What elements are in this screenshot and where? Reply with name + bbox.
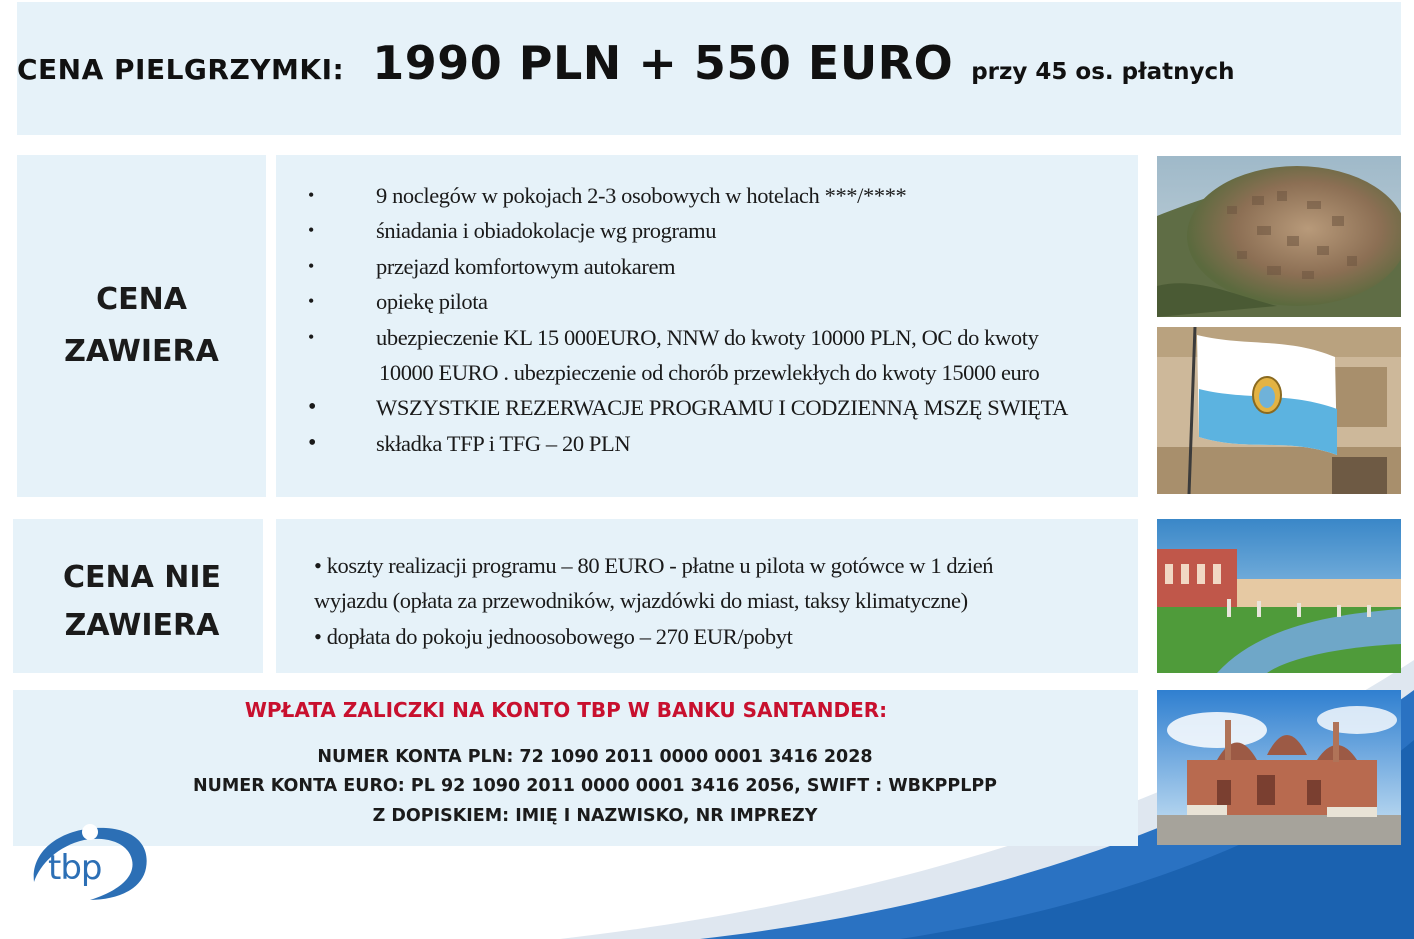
includes-title-line1: CENA xyxy=(96,282,187,317)
payment-note: Z DOPISKIEM: IMIĘ I NAZWISKO, NR IMPREZY xyxy=(372,806,818,826)
includes-title xyxy=(17,155,266,497)
euro-account: NUMER KONTA EURO: PL 92 1090 2011 0000 0001 3416 2056, SWIFT : WBKPPLPP xyxy=(192,776,998,796)
list-item: • przejazd komfortowym autokarem xyxy=(308,253,676,279)
excludes-title xyxy=(13,519,271,685)
padua-square-photo xyxy=(1157,519,1401,673)
excludes-text xyxy=(314,548,1134,654)
price-value: 1990 PLN + 550 EURO xyxy=(372,36,954,90)
list-item: • śniadania i obiadokolacje wg programu xyxy=(308,218,717,244)
list-item: • ubezpieczenie KL 15 000EURO, NNW do kwoty 10000 PLN, OC do kwoty 10000 EURO . ubezpieczenie od chorób przewlekłych do kwoty 15000 euro xyxy=(308,320,1138,391)
price-note: przy 45 os. płatnych xyxy=(971,59,1235,85)
excludes-line: • dopłata do pokoju jednoosobowego – 270 EUR/pobyt xyxy=(314,623,793,649)
list-item: • 9 noclegów w pokojach 2-3 osobowych w hotelach ***/**** xyxy=(308,183,907,208)
basilica-photo xyxy=(1157,690,1401,845)
payment-title: WPŁATA ZALICZKI NA KONTO TBP W BANKU SANTANDER: xyxy=(244,698,888,722)
price-header xyxy=(17,36,1235,90)
includes-list xyxy=(308,178,1138,461)
san-marino-flag-photo xyxy=(1157,327,1401,494)
tbp-logo xyxy=(26,820,152,902)
list-item: • opiekę pilota xyxy=(308,289,488,315)
excludes-title-line1: CENA NIE xyxy=(62,560,222,595)
excludes-line: wyjazdu (opłata za przewodników, wjazdówki do miast, taksy klimatyczne) xyxy=(314,588,968,614)
list-item-continuation: 10000 EURO . ubezpieczenie od chorób przewlekłych do kwoty 15000 euro xyxy=(379,360,1040,386)
list-item: • WSZYSTKIE REZERWACJE PROGRAMU I CODZIENNĄ MSZĘ SWIĘTA xyxy=(308,394,1068,421)
list-item: • składka TFP i TFG – 20 PLN xyxy=(308,429,631,456)
excludes-line: • koszty realizacji programu – 80 EURO - płatne u pilota w gotówce w 1 dzień xyxy=(314,553,994,578)
hill-town-photo xyxy=(1157,156,1401,317)
price-label: CENA PIELGRZYMKI: xyxy=(17,53,345,86)
pln-account: NUMER KONTA PLN: 72 1090 2011 0000 0001 3416 2028 xyxy=(317,747,873,767)
includes-title-line2: ZAWIERA xyxy=(64,334,219,369)
excludes-title-line2: ZAWIERA xyxy=(64,608,220,643)
logo-text: tbp xyxy=(48,848,102,888)
